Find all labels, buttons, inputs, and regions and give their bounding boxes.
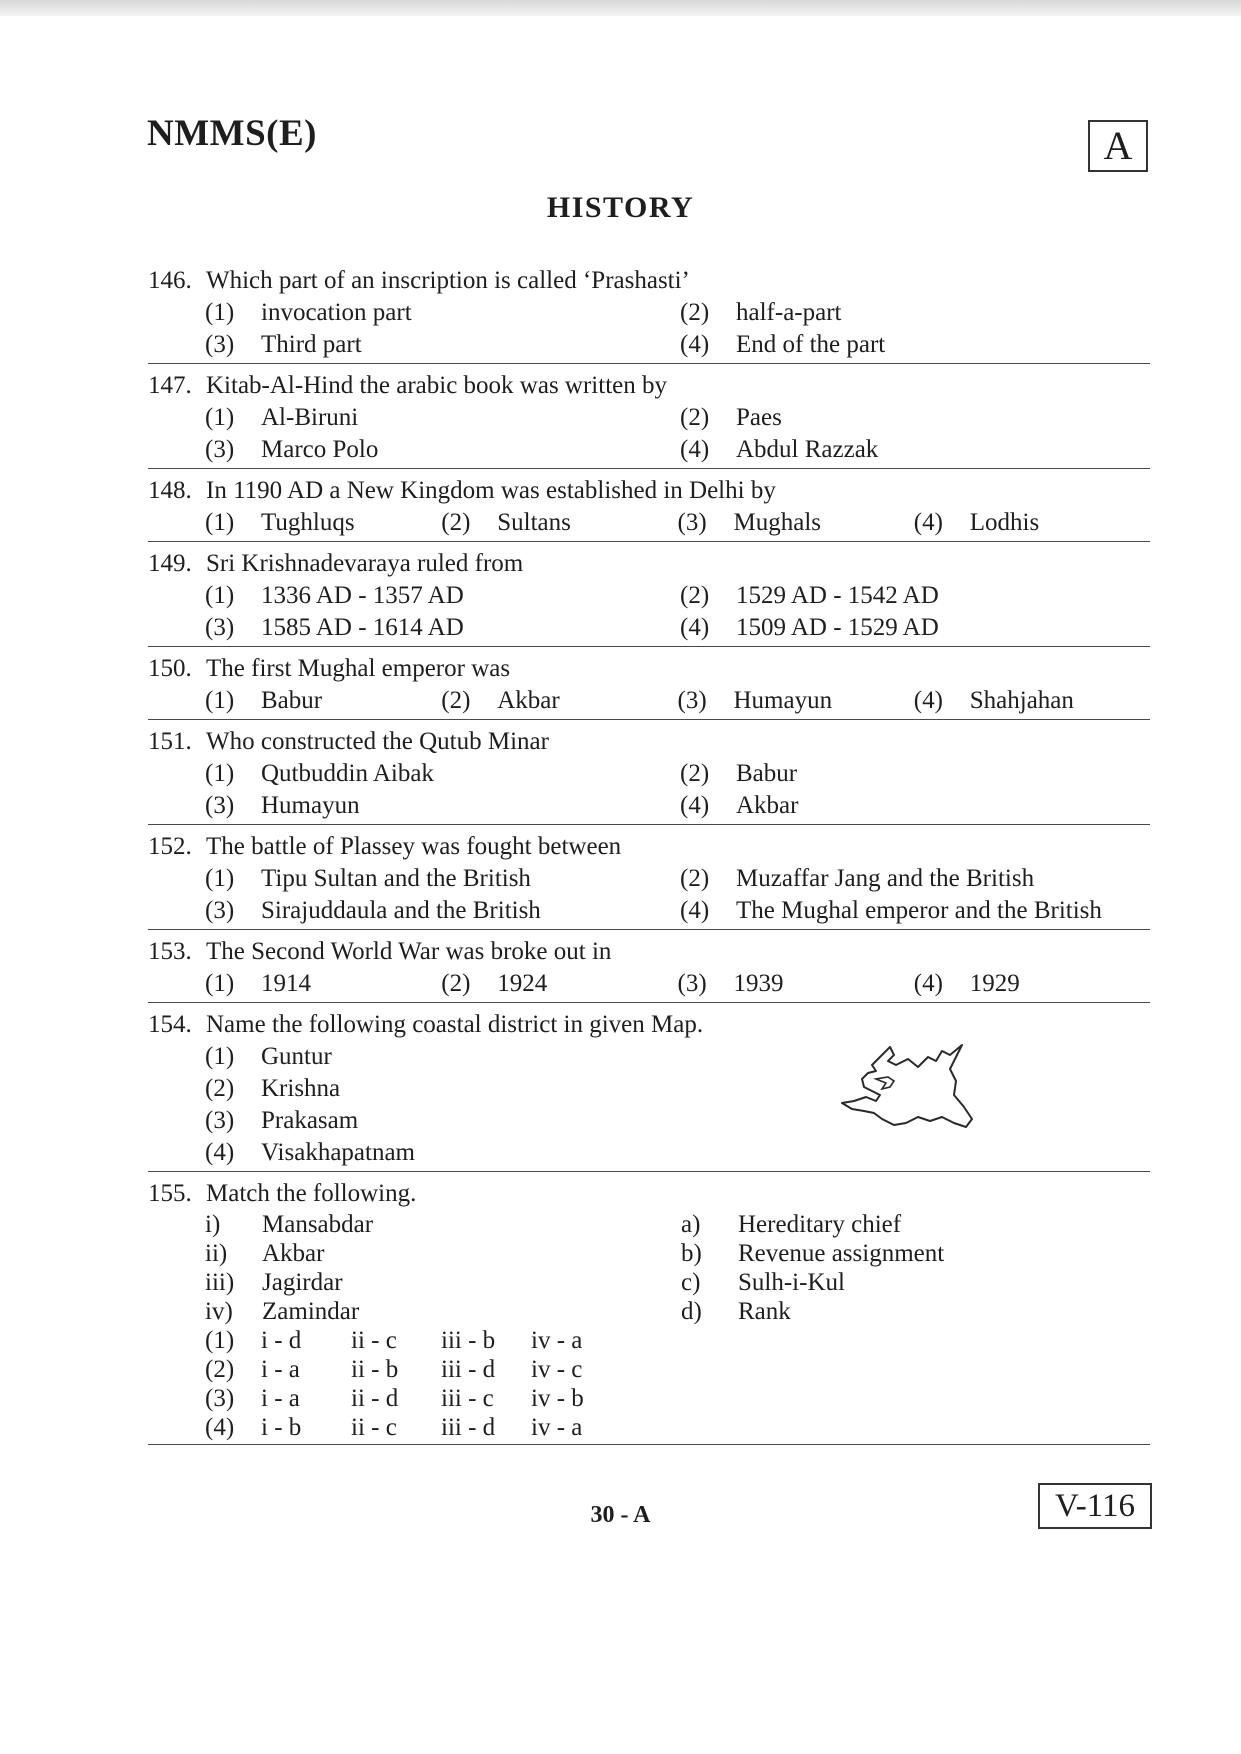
option-text: Akbar xyxy=(736,792,799,819)
match-left-text: Mansabdar xyxy=(262,1211,374,1238)
option-number: (2) xyxy=(680,760,710,787)
option-text: Abdul Razzak xyxy=(736,436,879,463)
option xyxy=(680,580,1150,612)
match-option xyxy=(205,1413,1150,1442)
option-number: (1) xyxy=(205,582,235,609)
option-number: (2) xyxy=(205,1075,235,1102)
section-title: HISTORY xyxy=(546,191,695,224)
question-number: 151. xyxy=(148,728,192,755)
question-text: In 1190 AD a New Kingdom was established in Delhi by xyxy=(206,477,776,504)
option-text: 1914 xyxy=(261,970,311,997)
option-number: (4) xyxy=(913,970,943,997)
option-pair: i - a xyxy=(261,1356,300,1383)
option-pair: iv - c xyxy=(531,1356,583,1383)
question-number: 146. xyxy=(148,267,192,294)
question-stem xyxy=(148,936,1150,968)
question-text: Who constructed the Qutub Minar xyxy=(206,728,549,755)
option-pair: ii - c xyxy=(351,1327,397,1354)
option xyxy=(205,1105,358,1137)
option-text: End of the part xyxy=(736,331,886,358)
option-row xyxy=(148,1041,1150,1073)
option-number: (3) xyxy=(677,687,707,714)
question-stem xyxy=(148,370,1150,402)
option-number: (1) xyxy=(205,1327,235,1354)
option xyxy=(441,968,677,1000)
option-text: Sirajuddaula and the British xyxy=(261,897,541,924)
match-right-text: Rank xyxy=(738,1298,791,1325)
option xyxy=(441,685,677,717)
option-number: (3) xyxy=(205,436,235,463)
option xyxy=(678,968,914,1000)
question-text: Match the following. xyxy=(206,1180,417,1207)
option-text: half-a-part xyxy=(736,299,842,326)
option-text: Muzaffar Jang and the British xyxy=(736,865,1035,892)
question-text: Name the following coastal district in given Map. xyxy=(206,1011,704,1038)
option xyxy=(680,297,1150,329)
option-number: (4) xyxy=(680,331,710,358)
question-number: 149. xyxy=(148,550,192,577)
option-text: Tipu Sultan and the British xyxy=(261,865,531,892)
question xyxy=(148,1178,1150,1445)
option xyxy=(205,758,680,790)
option-number: (4) xyxy=(680,436,710,463)
option-number: (3) xyxy=(205,331,235,358)
option-text: Paes xyxy=(736,404,782,431)
option-number: (4) xyxy=(680,897,710,924)
option xyxy=(205,580,680,612)
option-number: (4) xyxy=(913,687,943,714)
option-pair: iii - d xyxy=(441,1356,496,1383)
option-number: (2) xyxy=(441,970,471,997)
option xyxy=(680,612,1150,644)
match-left-number: i) xyxy=(205,1211,221,1238)
option xyxy=(680,758,1150,790)
question-stem xyxy=(148,653,1150,685)
match-right-text: Sulh-i-Kul xyxy=(738,1269,845,1296)
option-text: Babur xyxy=(736,760,798,787)
option-text: Humayun xyxy=(733,687,833,714)
question-stem xyxy=(148,265,1150,297)
option-pair: i - a xyxy=(261,1385,300,1412)
option xyxy=(205,434,680,466)
option xyxy=(680,790,1150,822)
option-text: 1509 AD - 1529 AD xyxy=(736,614,939,641)
question-stem xyxy=(148,548,1150,580)
match-right-letter: b) xyxy=(681,1240,702,1267)
question-stem xyxy=(148,726,1150,758)
option-text: 1929 xyxy=(969,970,1020,997)
option-row xyxy=(148,1073,1150,1105)
option-text: Mughals xyxy=(733,509,821,536)
option-number: (2) xyxy=(680,582,710,609)
question-list xyxy=(148,265,1150,1451)
question xyxy=(148,831,1150,930)
option-number: (3) xyxy=(205,614,235,641)
match-option xyxy=(205,1326,1150,1355)
option xyxy=(680,895,1150,927)
question-stem xyxy=(148,831,1150,863)
set-box: A xyxy=(1088,120,1148,172)
option xyxy=(914,507,1150,539)
option xyxy=(680,402,1150,434)
option-text: Shahjahan xyxy=(969,687,1074,714)
question xyxy=(148,726,1150,825)
match-left-text: Jagirdar xyxy=(262,1269,343,1296)
option-text: 1585 AD - 1614 AD xyxy=(261,614,464,641)
question xyxy=(148,936,1150,1003)
option-row xyxy=(148,612,1150,644)
question-text: Sri Krishnadevaraya ruled from xyxy=(206,550,524,577)
question-text: The first Mughal emperor was xyxy=(206,655,511,682)
option-text: 1924 xyxy=(497,970,548,997)
option-text: Tughluqs xyxy=(261,509,355,536)
option-number: (1) xyxy=(205,865,235,892)
option-text: Prakasam xyxy=(261,1107,359,1134)
option-number: (3) xyxy=(205,1385,235,1412)
option-pair: ii - b xyxy=(351,1356,399,1383)
match-row xyxy=(148,1210,1150,1239)
match-left-number: iv) xyxy=(205,1298,233,1325)
option xyxy=(678,685,914,717)
question xyxy=(148,475,1150,542)
match-option xyxy=(205,1355,1150,1384)
match-row xyxy=(148,1268,1150,1297)
option xyxy=(205,1073,340,1105)
option-number: (4) xyxy=(913,509,943,536)
option-row xyxy=(148,329,1150,361)
question-number: 150. xyxy=(148,655,192,682)
option-row xyxy=(205,507,1150,539)
option-row xyxy=(205,968,1150,1000)
option-row xyxy=(148,297,1150,329)
option-row xyxy=(148,1105,1150,1137)
match-option xyxy=(205,1384,1150,1413)
match-left-text: Akbar xyxy=(262,1240,325,1267)
option-pair: ii - d xyxy=(351,1385,399,1412)
question xyxy=(148,265,1150,364)
option-number: (1) xyxy=(205,299,235,326)
option-number: (3) xyxy=(205,897,235,924)
option-row xyxy=(148,758,1150,790)
option-number: (1) xyxy=(205,970,235,997)
option-pair: iii - c xyxy=(441,1385,494,1412)
option xyxy=(441,507,677,539)
option-number: (2) xyxy=(680,865,710,892)
option-text: Qutbuddin Aibak xyxy=(261,760,434,787)
match-right-letter: a) xyxy=(681,1211,701,1238)
option xyxy=(914,685,1150,717)
question-number: 153. xyxy=(148,938,192,965)
question-number: 148. xyxy=(148,477,192,504)
option-number: (1) xyxy=(205,760,235,787)
option-number: (1) xyxy=(205,404,235,431)
match-right-text: Revenue assignment xyxy=(738,1240,945,1267)
option-text: The Mughal emperor and the British xyxy=(736,897,1102,924)
option xyxy=(205,507,441,539)
question-stem xyxy=(148,1178,1150,1210)
option xyxy=(678,507,914,539)
option-text: Visakhapatnam xyxy=(261,1139,416,1166)
option-number: (3) xyxy=(677,970,707,997)
match-left-text: Zamindar xyxy=(262,1298,360,1325)
option-row xyxy=(148,434,1150,466)
match-right-letter: d) xyxy=(681,1298,702,1325)
option-number: (4) xyxy=(680,614,710,641)
option-number: (1) xyxy=(205,509,235,536)
option-number: (3) xyxy=(205,792,235,819)
question-text: Which part of an inscription is called ‘Prashasti’ xyxy=(206,267,690,294)
option-text: Marco Polo xyxy=(261,436,379,463)
option-row xyxy=(148,863,1150,895)
option-row xyxy=(148,895,1150,927)
option-number: (4) xyxy=(205,1139,235,1166)
question xyxy=(148,548,1150,647)
option-pair: i - d xyxy=(261,1327,302,1354)
option xyxy=(205,297,680,329)
option-text: 1336 AD - 1357 AD xyxy=(261,582,464,609)
question xyxy=(148,370,1150,469)
option-text: 1939 xyxy=(733,970,784,997)
option xyxy=(680,434,1150,466)
option-text: Krishna xyxy=(261,1075,341,1102)
question xyxy=(148,653,1150,720)
option-row xyxy=(205,685,1150,717)
option-row xyxy=(148,1137,1150,1169)
question-text: Kitab-Al-Hind the arabic book was written by xyxy=(206,372,667,399)
option-text: 1529 AD - 1542 AD xyxy=(736,582,939,609)
option-number: (3) xyxy=(205,1107,235,1134)
option-pair: iv - a xyxy=(531,1414,583,1441)
match-left-number: iii) xyxy=(205,1269,235,1296)
option-text: Al-Biruni xyxy=(261,404,359,431)
option-row xyxy=(148,402,1150,434)
page-number: 30 - A xyxy=(590,1502,651,1528)
option-number: (4) xyxy=(680,792,710,819)
option-row xyxy=(148,790,1150,822)
match-right-text: Hereditary chief xyxy=(738,1211,902,1238)
scan-top-strip xyxy=(0,0,1241,16)
option-text: Babur xyxy=(261,687,323,714)
option xyxy=(205,329,680,361)
option-pair: iv - a xyxy=(531,1327,583,1354)
match-row xyxy=(148,1297,1150,1326)
option xyxy=(680,329,1150,361)
option xyxy=(205,612,680,644)
district-map-outline xyxy=(838,1039,988,1139)
option-pair: iv - b xyxy=(531,1385,584,1412)
version-box: V-116 xyxy=(1038,1483,1152,1529)
option-text: Third part xyxy=(261,331,362,358)
option-pair: iii - b xyxy=(441,1327,496,1354)
option-number: (2) xyxy=(680,299,710,326)
question-stem xyxy=(148,1009,1150,1041)
option-text: Humayun xyxy=(261,792,360,819)
option xyxy=(205,1041,332,1073)
option-pair: iii - d xyxy=(441,1414,496,1441)
option xyxy=(914,968,1150,1000)
question-number: 154. xyxy=(148,1011,192,1038)
option xyxy=(205,1137,415,1169)
question-text: The Second World War was broke out in xyxy=(206,938,612,965)
option-number: (2) xyxy=(441,509,471,536)
question-number: 147. xyxy=(148,372,192,399)
match-right-letter: c) xyxy=(681,1269,701,1296)
option-number: (2) xyxy=(441,687,471,714)
option xyxy=(205,685,441,717)
option xyxy=(680,863,1150,895)
option-text: invocation part xyxy=(261,299,412,326)
option xyxy=(205,968,441,1000)
option-row xyxy=(148,580,1150,612)
option xyxy=(205,402,680,434)
match-row xyxy=(148,1239,1150,1268)
option-text: Sultans xyxy=(497,509,571,536)
question-number: 152. xyxy=(148,833,192,860)
option-number: (1) xyxy=(205,687,235,714)
option xyxy=(205,790,680,822)
option xyxy=(205,863,680,895)
option-text: Akbar xyxy=(497,687,560,714)
option-number: (2) xyxy=(205,1356,235,1383)
option-text: Guntur xyxy=(261,1043,332,1070)
option-number: (4) xyxy=(205,1414,235,1441)
question-stem xyxy=(148,475,1150,507)
exam-code: NMMS(E) xyxy=(147,113,317,154)
question xyxy=(148,1009,1150,1172)
question-text: The battle of Plassey was fought between xyxy=(206,833,622,860)
option-number: (3) xyxy=(677,509,707,536)
option xyxy=(205,895,680,927)
option-pair: ii - c xyxy=(351,1414,397,1441)
match-left-number: ii) xyxy=(205,1240,228,1267)
option-number: (1) xyxy=(205,1043,235,1070)
question-number: 155. xyxy=(148,1180,192,1207)
option-pair: i - b xyxy=(261,1414,302,1441)
option-text: Lodhis xyxy=(969,509,1040,536)
option-number: (2) xyxy=(680,404,710,431)
